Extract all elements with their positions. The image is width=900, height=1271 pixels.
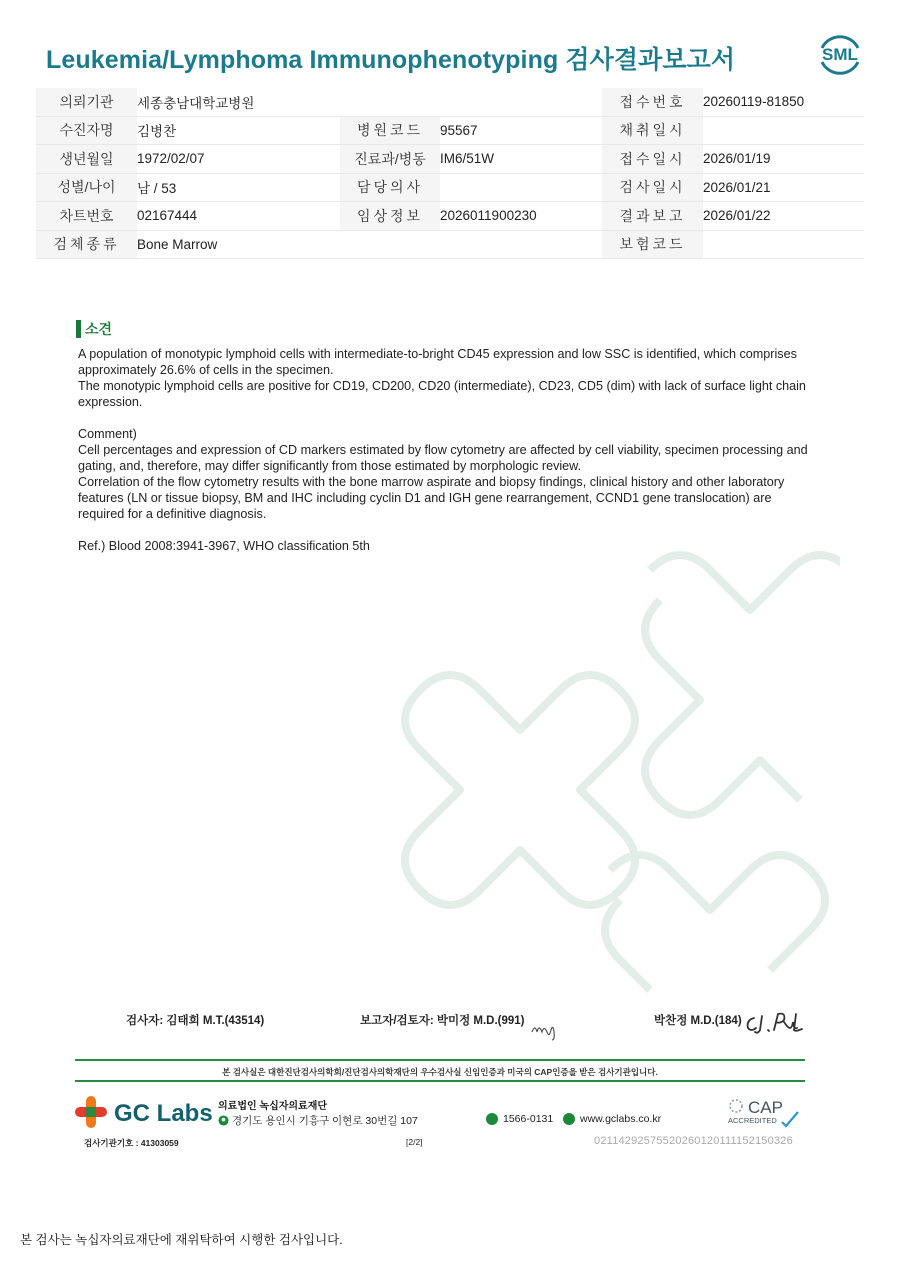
doctor-signature-icon	[744, 1008, 806, 1036]
info-label: 임상정보	[340, 202, 440, 231]
findings-heading	[76, 320, 112, 338]
cap-accredited-logo-icon	[726, 1096, 804, 1130]
gc-labs-logo-icon	[74, 1094, 214, 1130]
info-label: 검체종류	[36, 230, 137, 259]
info-label: 차트번호	[36, 202, 137, 231]
info-value: 02167444	[137, 202, 340, 231]
info-label	[340, 88, 440, 116]
findings-heading-text: 소견	[85, 321, 113, 337]
info-value: 2026/01/19	[703, 145, 864, 174]
info-label: 접수일시	[602, 145, 703, 174]
info-label: 의뢰기관	[36, 88, 137, 116]
divider	[75, 1059, 805, 1061]
cross-watermark-icon	[360, 540, 840, 1000]
website-contact	[563, 1113, 661, 1125]
reviewer-signature: 보고자/검토자: 박미정 M.D.(991)	[360, 1015, 525, 1027]
info-row	[36, 202, 864, 231]
finding-paragraph: A population of monotypic lymphoid cells with intermediate-to-bright CD45 expression and low SSC is identified, which comprises approximately 26.6% of cells in the specimen.	[78, 347, 797, 377]
info-value: IM6/51W	[440, 145, 602, 174]
info-label	[340, 230, 440, 259]
phone-contact	[486, 1113, 553, 1125]
tester-signature: 검사자: 김태희 M.T.(43514)	[126, 1015, 265, 1027]
phone-number: 1566-0131	[503, 1113, 554, 1125]
website-link[interactable]: www.gclabs.co.kr	[580, 1113, 662, 1125]
page-number: [2/2]	[406, 1137, 423, 1147]
info-value	[703, 116, 864, 145]
info-label: 생년월일	[36, 145, 137, 174]
finding-paragraph: The monotypic lymphoid cells are positive for CD19, CD200, CD20 (intermediate), CD23, CD5 (dim) with lack of surface light chain expression.	[78, 379, 806, 409]
info-label: 성별/나이	[36, 173, 137, 202]
info-row	[36, 230, 864, 259]
sml-logo-text: SML	[822, 45, 858, 64]
info-value	[703, 230, 864, 259]
cap-text: CAP	[748, 1098, 783, 1117]
info-value: 20260119-81850	[703, 88, 864, 116]
info-value: 남 / 53	[137, 173, 340, 202]
phone-icon	[486, 1113, 498, 1125]
reviewer-signature-icon	[530, 1012, 564, 1042]
certification-notice: 본 검사실은 대한진단검사의학회/진단검사의학재단의 우수검사실 신임인증과 미국의 CAP인증을 받은 검사기관입니다.	[222, 1067, 658, 1077]
info-label: 병원코드	[340, 116, 440, 145]
info-label: 채취일시	[602, 116, 703, 145]
info-value	[440, 173, 602, 202]
info-value: 세종충남대학교병원	[137, 88, 340, 116]
doctor-signature: 박찬정 M.D.(184)	[654, 1015, 742, 1027]
home-icon	[563, 1113, 575, 1125]
info-value: 95567	[440, 116, 602, 145]
outsourcing-note: 본 검사는 녹십자의료재단에 재위탁하여 시행한 검사입니다.	[20, 1233, 343, 1247]
organization-name: 의료법인 녹십자의료재단	[218, 1101, 328, 1112]
barcode-number: 02114292575520260120111152150326	[594, 1135, 793, 1147]
info-value: 2026011900230	[440, 202, 602, 231]
comment-paragraph: Cell percentages and expression of CD markers estimated by flow cytometry are affected by cell viability, specimen processing and gating, and, therefore, may differ significantly from those estimated by morphologic review.	[78, 443, 808, 473]
reference: Ref.) Blood 2008:3941-3967, WHO classification 5th	[78, 539, 370, 553]
info-value: 2026/01/21	[703, 173, 864, 202]
info-label: 접수번호	[602, 88, 703, 116]
info-value: 김병찬	[137, 116, 340, 145]
info-label: 보험코드	[602, 230, 703, 259]
address-text: 경기도 용인시 기흥구 이현로 30번길 107	[232, 1115, 418, 1127]
sml-logo-icon	[812, 26, 868, 82]
lab-number: 검사기관기호 : 41303059	[84, 1138, 179, 1148]
findings-body	[78, 346, 818, 554]
address	[218, 1113, 418, 1128]
info-row	[36, 88, 864, 116]
patient-info-table	[36, 88, 864, 259]
gc-labs-logo-text: GC Labs	[114, 1100, 213, 1127]
info-label: 검사일시	[602, 173, 703, 202]
heading-bar	[76, 320, 81, 338]
info-row	[36, 173, 864, 202]
divider	[75, 1080, 805, 1082]
info-row	[36, 145, 864, 174]
info-label: 결과보고	[602, 202, 703, 231]
info-label: 수진자명	[36, 116, 137, 145]
info-row	[36, 116, 864, 145]
cap-sub-text: ACCREDITED	[728, 1116, 777, 1125]
info-value	[440, 230, 602, 259]
location-pin-icon	[218, 1115, 229, 1126]
info-value: 2026/01/22	[703, 202, 864, 231]
info-value: 1972/02/07	[137, 145, 340, 174]
info-value	[440, 88, 602, 116]
comment-paragraph: Correlation of the flow cytometry results with the bone marrow aspirate and biopsy findings, clinical history and other laboratory features (LN or tissue biopsy, BM and IHC including cyclin D1 and IGH gene rearrangement, CCND1 gene translocation) are required for a definitive diagnosis.	[78, 475, 785, 521]
report-title: Leukemia/Lymphoma Immunophenotyping 검사결과보고서	[46, 46, 736, 74]
info-label: 진료과/병동	[340, 145, 440, 174]
info-value: Bone Marrow	[137, 230, 340, 259]
info-label: 담당의사	[340, 173, 440, 202]
comment-label: Comment)	[78, 427, 137, 441]
